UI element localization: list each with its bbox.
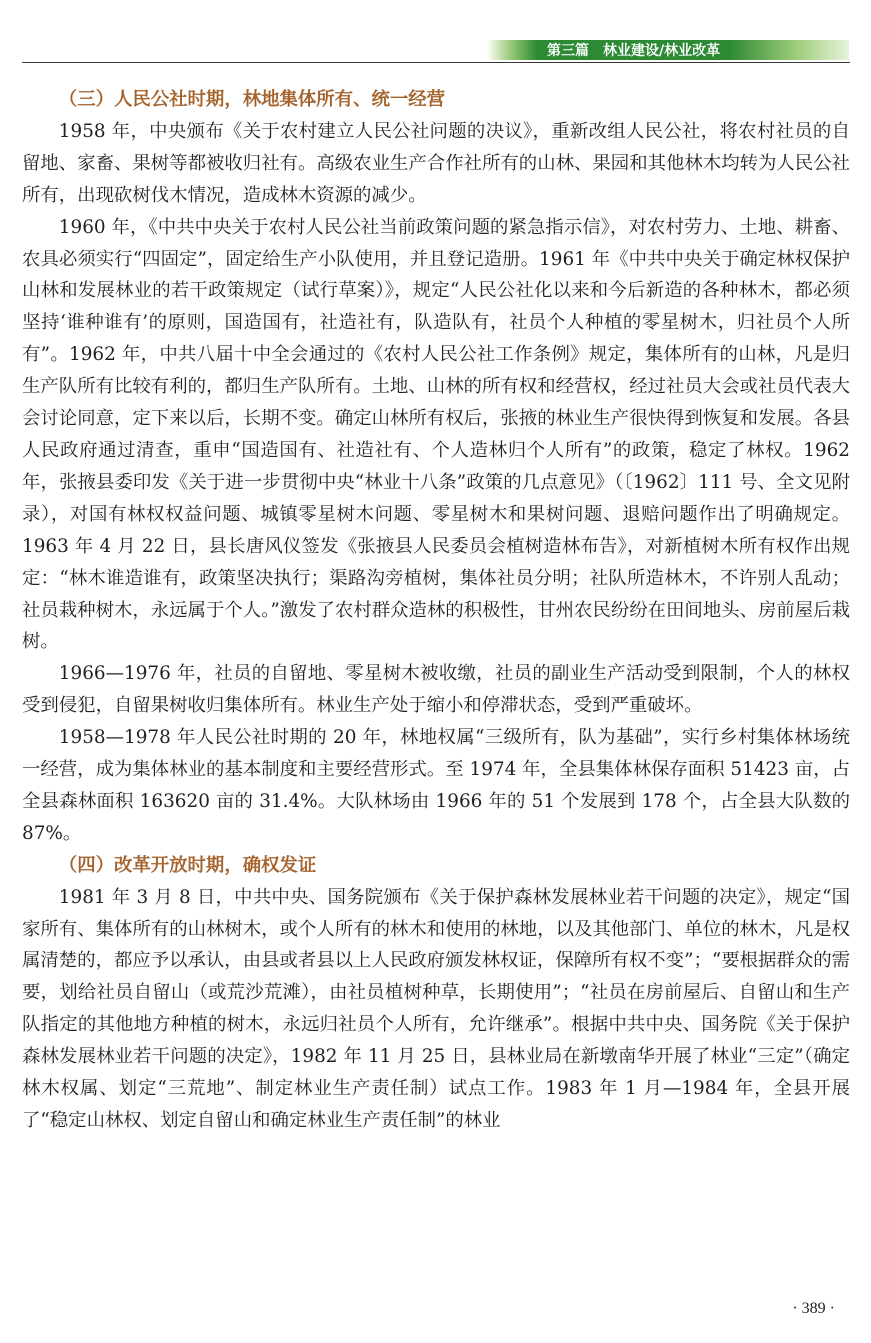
header-label xyxy=(537,40,730,60)
header-gradient-right xyxy=(730,40,849,60)
page-number: · 389 · xyxy=(792,1300,835,1317)
header-section: 第三篇 xyxy=(547,43,589,59)
paragraph: 1958—1978 年人民公社时期的 20 年，林地权属“三级所有，队为基础”，实行乡村集体林场统一经营，成为集体林业的基本制度和主要经营形式。至 1974 年，全县集体林保存面积 51423 亩，占全县森林面积 163620 亩的 31.4%。大队林场由 1966 年的 51 个发展到 178 个，占全县大队数的 87%。 xyxy=(22,727,850,844)
paragraph: 1958 年，中央颁布《关于农村建立人民公社问题的决议》，重新改组人民公社，将农村社员的自留地、家畜、果树等都被收归社有。高级农业生产合作社所有的山林、果园和其他林木均转为人民公社所有，出现砍树伐木情况，造成林木资源的减少。 xyxy=(22,120,850,206)
paragraph: 1960 年，《中共中央关于农村人民公社当前政策问题的紧急指示信》，对农村劳力、土地、耕畜、农具必须实行“四固定”，固定给生产小队使用，并且登记造册。1961 年《中共中央关于确定林权保护山林和发展林业的若干政策规定（试行草案）》，规定“人民公社化以来和今后新造的各种林木，都必须坚持‘谁种谁有’的原则，国造国有，社造社有，队造队有，社员个人种植的零星树木，归社员个人所有”。1962 年，中共八届十中全会通过的《农村人民公社工作条例》规定，集体所有的山林，凡是归生产队所有比较有利的，都归生产队所有。土地、山林的所有权和经营权，经过社员大会或社员代表大会讨论同意，定下来以后，长期不变。确定山林所有权后，张掖的林业生产很快得到恢复和发展。各县人民政府通过清查，重申“国造国有、社造社有、个人造林归个人所有”的政策，稳定了林权。1962 年，张掖县委印发《关于进一步贯彻中央“林业十八条”政策的几点意见》（〔1962〕111 号、全文见附录），对国有林权权益问题、城镇零星树木问题、零星树木和果树问题、退赔问题作出了明确规定。1963 年 4 月 22 日，县长唐风仪签发《张掖县人民委员会植树造林布告》，对新植树木所有权作出规定：“林木谁造谁有，政策坚决执行；渠路沟旁植树，集体社员分明；社队所造林木，不许别人乱动；社员栽种树木，永远属于个人。”激发了农村群众造林的积极性，甘州农民纷纷在田间地头、房前屋后栽树。 xyxy=(22,216,850,653)
section-heading-3: （三）人民公社时期，林地集体所有、统一经营 xyxy=(58,89,446,110)
header-rule xyxy=(22,62,850,63)
paragraph: 1966—1976 年，社员的自留地、零星树木被收缴，社员的副业生产活动受到限制，个人的林权受到侵犯，自留果树收归集体所有。林业生产处于缩小和停滞状态，受到严重破坏。 xyxy=(22,663,850,717)
main-content xyxy=(22,84,850,1137)
running-header xyxy=(487,40,849,60)
header-gradient-left xyxy=(487,40,537,60)
header-chapter: 林业建设/林业改革 xyxy=(603,43,721,59)
section-heading-4: （四）改革开放时期，确权发证 xyxy=(58,854,317,876)
paragraph: 1981 年 3 月 8 日，中共中央、国务院颁布《关于保护森林发展林业若干问题的决定》，规定“国家所有、集体所有的山林树木，或个人所有的林木和使用的林地，以及其他部门、单位的林木，凡是权属清楚的，都应予以承认，由县或者县以上人民政府颁发林权证，保障所有权不变”；“要根据群众的需要，划给社员自留山（或荒沙荒滩），由社员植树种草，长期使用”；“社员在房前屋后、自留山和生产队指定的其他地方种植的树木，永远归社员个人所有，允许继承”。根据中共中央、国务院《关于保护森林发展林业若干问题的决定》，1982 年 11 月 25 日，县林业局在新墩南华开展了林业“三定”（确定林木权属、划定“三荒地”、制定林业生产责任制）试点工作。1983 年 1 月—1984 年，全县开展了“稳定山林权、划定自留山和确定林业生产责任制”的林业 xyxy=(22,886,850,1131)
